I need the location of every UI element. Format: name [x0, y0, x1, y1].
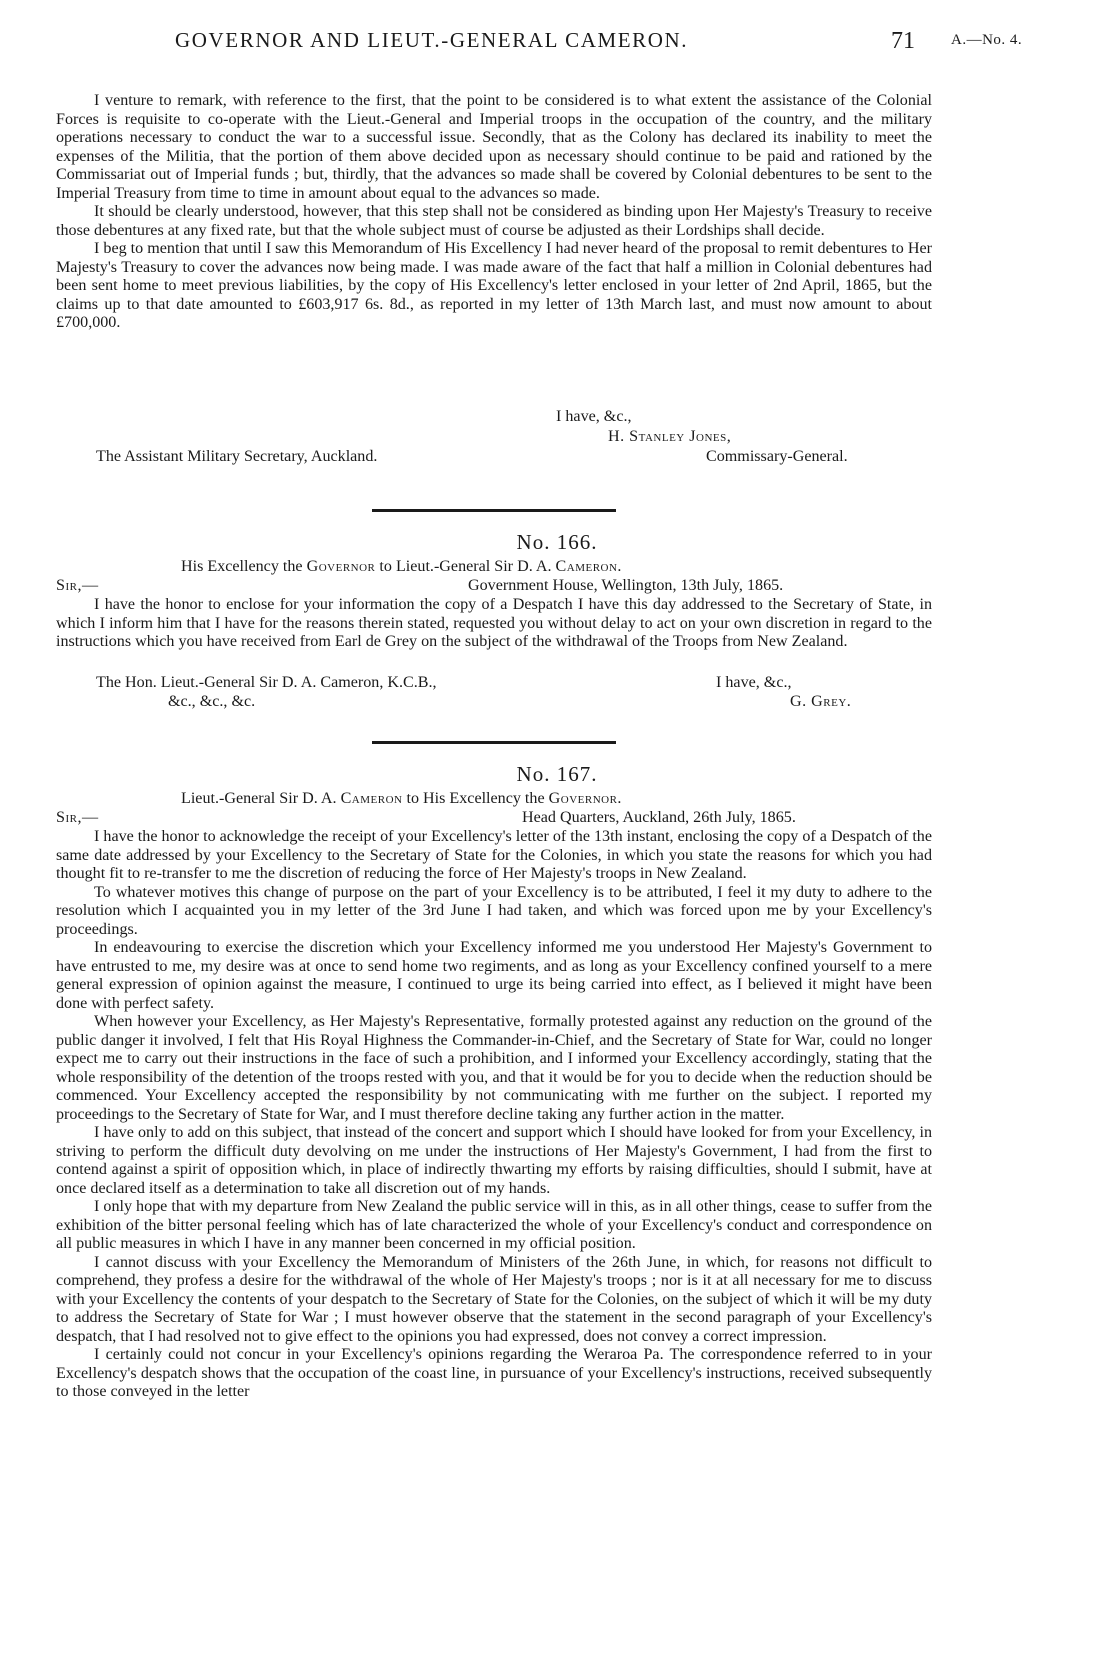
running-header [175, 28, 1075, 58]
letter-167-body [56, 828, 932, 1402]
letter-heading [181, 558, 622, 577]
heading-to: Governor. [548, 790, 622, 807]
signatory-title: Commissary-General. [706, 448, 848, 465]
heading-text: Lieut.-General Sir D. A. [181, 790, 337, 807]
paragraph: I venture to remark, with reference to the first, that the point to be considered is to what extent the assistance of the Colonial Forces is requisite to co-operate with the Lieut.-General and Imperial troops in the occupation of the country, and the military operations necessary to conduct the war to a successful issue. Secondly, that as the Colony has declared its inability to meet the expenses of the Militia, that the portion of them above decided upon as necessary should continue to be paid and rationed by the Commissariat out of Imperial funds ; but, thirdly, that the advances so made shall be covered by Colonial debentures to be sent to the Imperial Treasury from time to time in amount about equal to the advances so made. [56, 92, 932, 202]
addressee-continued: &c., &c., &c. [168, 693, 256, 710]
letter-number: No. 166. [516, 530, 598, 554]
paragraph: I beg to mention that until I saw this Memorandum of His Excellency I had never heard of the proposal to remit debentures to Her Majesty's Treasury to cover the advances now being made. I was made aware of the fact that half a million in Colonial debentures had been sent home to meet previous liabilities, by the copy of His Excellency's letter enclosed in your letter of 2nd April, 1865, but the claims up to that date amounted to £603,917 6s. 8d., as reported in my letter of 13th March last, and must now amount to about £700,000. [56, 240, 932, 331]
paragraph: In endeavouring to exercise the discretion which your Excellency informed me you understood Her Majesty's Government to have entrusted to me, my desire was at once to send home two regiments, and as long as your Excellency confined yourself to a mere general expression of opinion against the measure, I continued to urge its being carried into effect, as I believed it might have been done with perfect safety. [56, 939, 932, 1012]
heading-text: His Excellency the [181, 558, 303, 575]
paragraph: I certainly could not concur in your Excellency's opinions regarding the Weraroa Pa. The correspondence referred to in your Excellency's despatch shows that the occupation of the coast line, in pursuance of your Excellency's instructions, received subsequently to those conveyed in the letter [56, 1346, 932, 1400]
paragraph: I only hope that with my departure from New Zealand the public service will in this, as in all other things, cease to suffer from the exhibition of the bitter personal feeling which has of late characterized the whole of your Excellency's conduct and correspondence on all public measures in which I have in any manner been concerned in my official position. [56, 1198, 932, 1252]
paragraph: I have the honor to acknowledge the receipt of your Excellency's letter of the 13th instant, enclosing the copy of a Despatch of the same date addressed by your Excellency to the Secretary of State for the Colonies, in which you state the reasons for which you had thought fit to re-transfer to me the discretion of reducing the force of Her Majesty's troops in New Zealand. [56, 828, 932, 882]
place-date: Head Quarters, Auckland, 26th July, 1865. [522, 809, 796, 826]
paragraph: It should be clearly understood, however, that this step shall not be considered as binding upon Her Majesty's Treasury to receive those debentures at any fixed rate, but that the whole subject must of course be adjusted as their Lordships shall decide. [56, 203, 932, 239]
closing-phrase: I have, &c., [716, 674, 792, 691]
heading-to: Cameron. [555, 558, 622, 575]
paragraph: I have only to add on this subject, that instead of the concert and support which I should have looked for from your Excellency, in striving to perform the difficult duty devolving on me under the instructions of Her Majesty's Government, I had from the first to contend against a spirit of opposition which, in place of indirectly thwarting my efforts by raising difficulties, should I submit, have at once declared itself as a determination to take all discretion out of my hands. [56, 1124, 932, 1197]
heading-text: to His Excellency the [406, 790, 545, 807]
heading-from: Governor [306, 558, 376, 575]
heading-from: Cameron [340, 790, 403, 807]
heading-text: to Lieut.-General Sir D. A. [379, 558, 552, 575]
letter-heading [181, 790, 622, 809]
page-number: 71 [891, 28, 915, 54]
signature: H. Stanley Jones, [608, 428, 732, 445]
addressee: The Assistant Military Secretary, Auckland. [96, 448, 378, 465]
place-date: Government House, Wellington, 13th July, 1865. [468, 577, 784, 594]
paragraph: I cannot discuss with your Excellency the Memorandum of Ministers of the 26th June, in which, for reasons not difficult to comprehend, they profess a desire for the withdrawal of the whole of Her Majesty's troops ; nor is it at all necessary for me to discuss with your Excellency the contents of your despatch to the Secretary of State for the Colonies, on the subject of which it will be my duty to address the Secretary of State for War ; I must however observe that the statement in the second paragraph of your Excellency's despatch, that I had resolved not to give effect to the opinions you had expressed, does not convey a correct impression. [56, 1253, 932, 1345]
letter-166-body [56, 596, 932, 652]
closing-phrase: I have, &c., [556, 408, 632, 425]
opening-letter-body [56, 92, 932, 333]
addressee: The Hon. Lieut.-General Sir D. A. Cameron, K.C.B., [96, 674, 437, 691]
paragraph: I have the honor to enclose for your information the copy of a Despatch I have this day addressed to the Secretary of State, in which I inform him that I have for the reasons therein stated, requested you without delay to act on your own discretion in regard to the instructions which you have received from Earl de Grey on the subject of the withdrawal of the Troops from New Zealand. [56, 596, 932, 650]
document-reference: A.—No. 4. [951, 32, 1023, 48]
section-divider [372, 741, 616, 744]
paragraph: When however your Excellency, as Her Majesty's Representative, formally protested against any reduction on the ground of the public danger it involved, I felt that His Royal Highness the Commander-in-Chief, and the Secretary of State for War, could no longer expect me to carry out their instructions in the face of such a prohibition, and I informed your Excellency accordingly, stating that the whole responsibility of the detention of the troops rested with you, and that it would be for you to decide when the reduction should be commenced. Your Excellency accepted the responsibility by not communicating with me further on the subject. I reported my proceedings to the Secretary of State for War, and I must therefore decline taking any further action in the matter. [56, 1013, 932, 1123]
paragraph: To whatever motives this change of purpose on the part of your Excellency is to be attributed, I feel it my duty to adhere to the resolution which I acquainted you in my letter of the 3rd June I had taken, and which was forced upon me by your Excellency's proceedings. [56, 883, 932, 938]
section-divider [372, 509, 616, 512]
salutation: Sir,— [56, 577, 99, 594]
signature: G. Grey. [790, 693, 852, 710]
letter-number: No. 167. [516, 762, 598, 786]
header-title: GOVERNOR AND LIEUT.-GENERAL CAMERON. [175, 28, 689, 52]
salutation: Sir,— [56, 809, 99, 826]
